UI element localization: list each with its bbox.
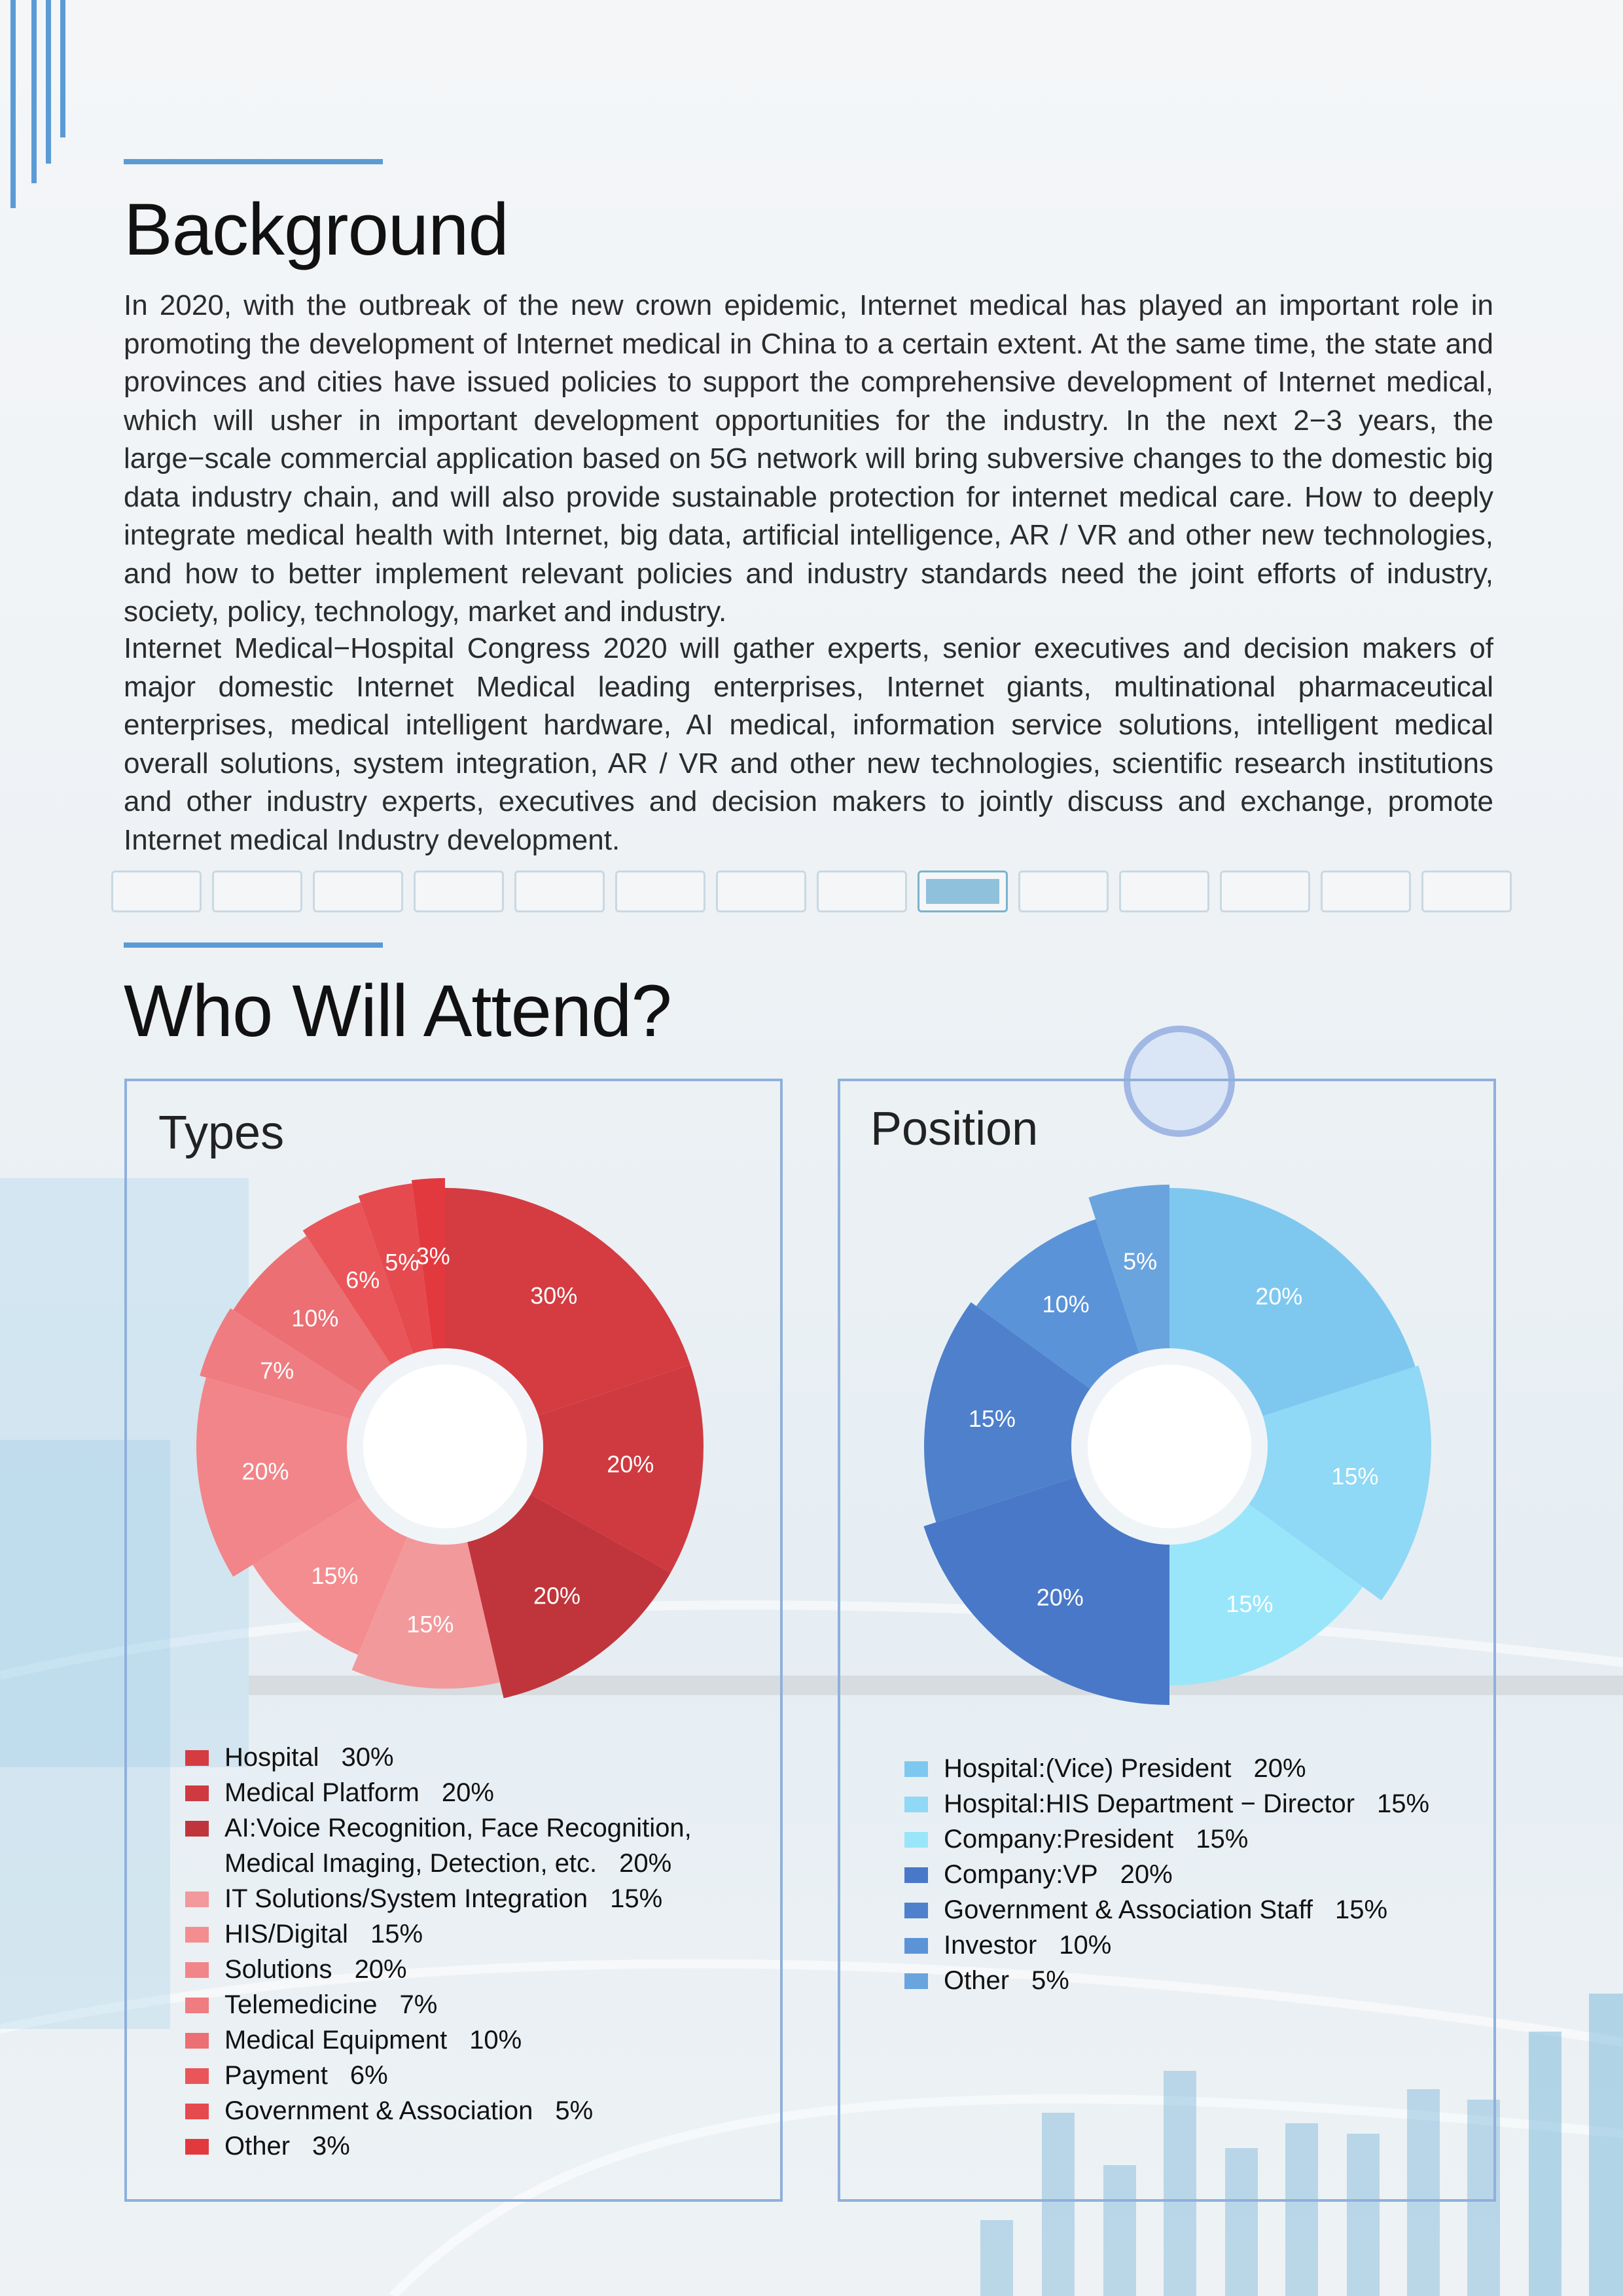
legend-item <box>185 2093 692 2128</box>
legend-swatch <box>185 1962 209 1978</box>
legend-value: 15% <box>1196 1825 1249 1854</box>
slice-value-label: 20% <box>241 1458 289 1485</box>
legend-value: 15% <box>1335 1895 1388 1924</box>
slice-value-label: 15% <box>968 1405 1016 1433</box>
slice-value-label: 15% <box>311 1562 359 1590</box>
position-legend <box>904 1751 1429 1998</box>
slice-value-label: 15% <box>406 1611 454 1638</box>
donut-hole <box>363 1365 527 1528</box>
legend-item <box>904 1857 1429 1892</box>
legend-swatch <box>185 1821 209 1837</box>
types-donut-chart <box>164 1165 726 1728</box>
legend-value: 20% <box>1253 1754 1306 1783</box>
legend-value: 5% <box>1031 1966 1069 1995</box>
legend-label: HIS/Digital <box>224 1920 348 1948</box>
slice-value-label: 3% <box>416 1242 450 1270</box>
background-accent-bar <box>124 159 383 164</box>
legend-item <box>185 1881 692 1916</box>
legend-value: 20% <box>441 1778 494 1807</box>
legend-swatch <box>185 1892 209 1907</box>
legend-swatch <box>904 1867 928 1883</box>
legend-label: Other <box>944 1966 1010 1995</box>
legend-label: Hospital <box>224 1743 319 1772</box>
legend-label: Telemedicine <box>224 1990 378 2019</box>
donut-hole <box>1088 1365 1251 1528</box>
legend-item <box>185 1740 692 1775</box>
legend-swatch <box>185 2104 209 2119</box>
legend-swatch <box>185 2033 209 2049</box>
legend-item <box>185 1916 692 1952</box>
legend-swatch <box>904 1761 928 1777</box>
legend-swatch <box>904 1903 928 1918</box>
position-donut-chart <box>888 1165 1451 1728</box>
legend-value: 10% <box>1059 1931 1112 1960</box>
legend-swatch <box>185 1750 209 1766</box>
legend-item <box>904 1892 1429 1928</box>
legend-label: Company:VP <box>944 1860 1098 1889</box>
legend-value: 15% <box>370 1920 423 1948</box>
background-paragraph-2: Internet Medical−Hospital Congress 2020 will gather experts, senior executives and decision makers of major domestic Internet Medical leading enterprises, Internet giants, multinational pharmaceutical enterprises, medical intelligent hardware, AI medical, information service solutions, intelligent medical overall solutions, system integration, AR / VR and other new technologies, scientific research institutions and other industry experts, executives and decision makers to jointly discuss and exchange, promote Internet medical Industry development. <box>124 632 1493 856</box>
legend-label: Company:President <box>944 1825 1174 1854</box>
legend-swatch <box>185 1927 209 1943</box>
slice-value-label: 15% <box>1331 1462 1379 1490</box>
legend-swatch <box>904 1973 928 1989</box>
legend-label: Payment <box>224 2061 328 2090</box>
legend-value: 30% <box>341 1743 394 1772</box>
slice-value-label: 5% <box>385 1249 419 1276</box>
slice-value-label: 20% <box>607 1450 654 1478</box>
legend-item <box>185 1987 692 2022</box>
legend-label: Hospital:HIS Department − Director <box>944 1789 1355 1818</box>
legend-value: 3% <box>312 2132 350 2161</box>
legend-value: 15% <box>610 1884 663 1913</box>
legend-swatch <box>185 1785 209 1801</box>
legend-label: AI:Voice Recognition, Face Recognition, Medical Imaging, Detection, etc. <box>224 1814 692 1878</box>
legend-item <box>904 1963 1429 1998</box>
legend-label: IT Solutions/System Integration <box>224 1884 588 1913</box>
slice-value-label: 7% <box>260 1357 294 1384</box>
legend-item <box>904 1821 1429 1857</box>
slice-value-label: 6% <box>346 1266 380 1293</box>
slice-value-label: 10% <box>1042 1290 1090 1318</box>
legend-item <box>185 2128 692 2164</box>
legend-item <box>904 1928 1429 1963</box>
legend-swatch <box>904 1797 928 1812</box>
legend-item <box>904 1786 1429 1821</box>
legend-item <box>185 1810 692 1881</box>
slice-value-label: 20% <box>1036 1584 1084 1611</box>
slice-value-label: 5% <box>1123 1247 1158 1275</box>
slice-value-label: 20% <box>533 1582 581 1609</box>
attend-accent-bar <box>124 942 383 948</box>
background-heading: Background <box>124 188 508 270</box>
legend-item <box>185 2058 692 2093</box>
legend-label: Government & Association Staff <box>944 1895 1313 1924</box>
legend-value: 6% <box>349 2061 388 2090</box>
legend-item <box>185 2022 692 2058</box>
legend-swatch <box>185 2068 209 2084</box>
legend-label: Solutions <box>224 1955 332 1984</box>
legend-value: 5% <box>555 2096 594 2125</box>
legend-value: 20% <box>354 1955 407 1984</box>
slice-value-label: 30% <box>530 1282 578 1310</box>
legend-value: 15% <box>1377 1789 1430 1818</box>
legend-label: Investor <box>944 1931 1037 1960</box>
legend-value: 20% <box>619 1849 672 1878</box>
tile-strip-decoration <box>111 870 1512 914</box>
slice-value-label: 20% <box>1255 1282 1303 1310</box>
legend-item <box>185 1952 692 1987</box>
legend-label: Other <box>224 2132 291 2161</box>
types-title: Types <box>158 1107 285 1159</box>
legend-label: Medical Equipment <box>224 2026 448 2054</box>
slice-value-label: 10% <box>291 1304 339 1332</box>
legend-item <box>904 1751 1429 1786</box>
legend-label: Medical Platform <box>224 1778 419 1807</box>
position-title: Position <box>870 1103 1039 1155</box>
legend-swatch <box>185 1998 209 2013</box>
legend-swatch <box>904 1938 928 1954</box>
legend-swatch <box>904 1832 928 1848</box>
types-legend <box>185 1740 692 2164</box>
legend-value: 10% <box>469 2026 522 2054</box>
legend-label: Government & Association <box>224 2096 533 2125</box>
legend-label: Hospital:(Vice) President <box>944 1754 1232 1783</box>
attend-heading: Who Will Attend? <box>124 970 671 1052</box>
legend-value: 7% <box>399 1990 438 2019</box>
legend-value: 20% <box>1120 1860 1173 1889</box>
legend-item <box>185 1775 692 1810</box>
slice-value-label: 15% <box>1226 1590 1274 1618</box>
background-paragraph-1: In 2020, with the outbreak of the new crown epidemic, Internet medical has played an important role in promoting the development of Internet medical in China to a certain extent. At the same time, the state and provinces and cities have issued policies to support the comprehensive development of Internet medical, which will usher in important development opportunities for the industry. In the next 2−3 years, the large−scale commercial application based on 5G network will bring subversive changes to the domestic big data industry chain, and will also provide sustainable protection for internet medical care. How to deeply integrate medical health with Internet, big data, artificial intelligence, AR / VR and other new technologies, and how to better implement relevant policies and industry standards need the joint efforts of industry, society, policy, technology, market and industry. <box>124 289 1493 628</box>
legend-swatch <box>185 2139 209 2155</box>
